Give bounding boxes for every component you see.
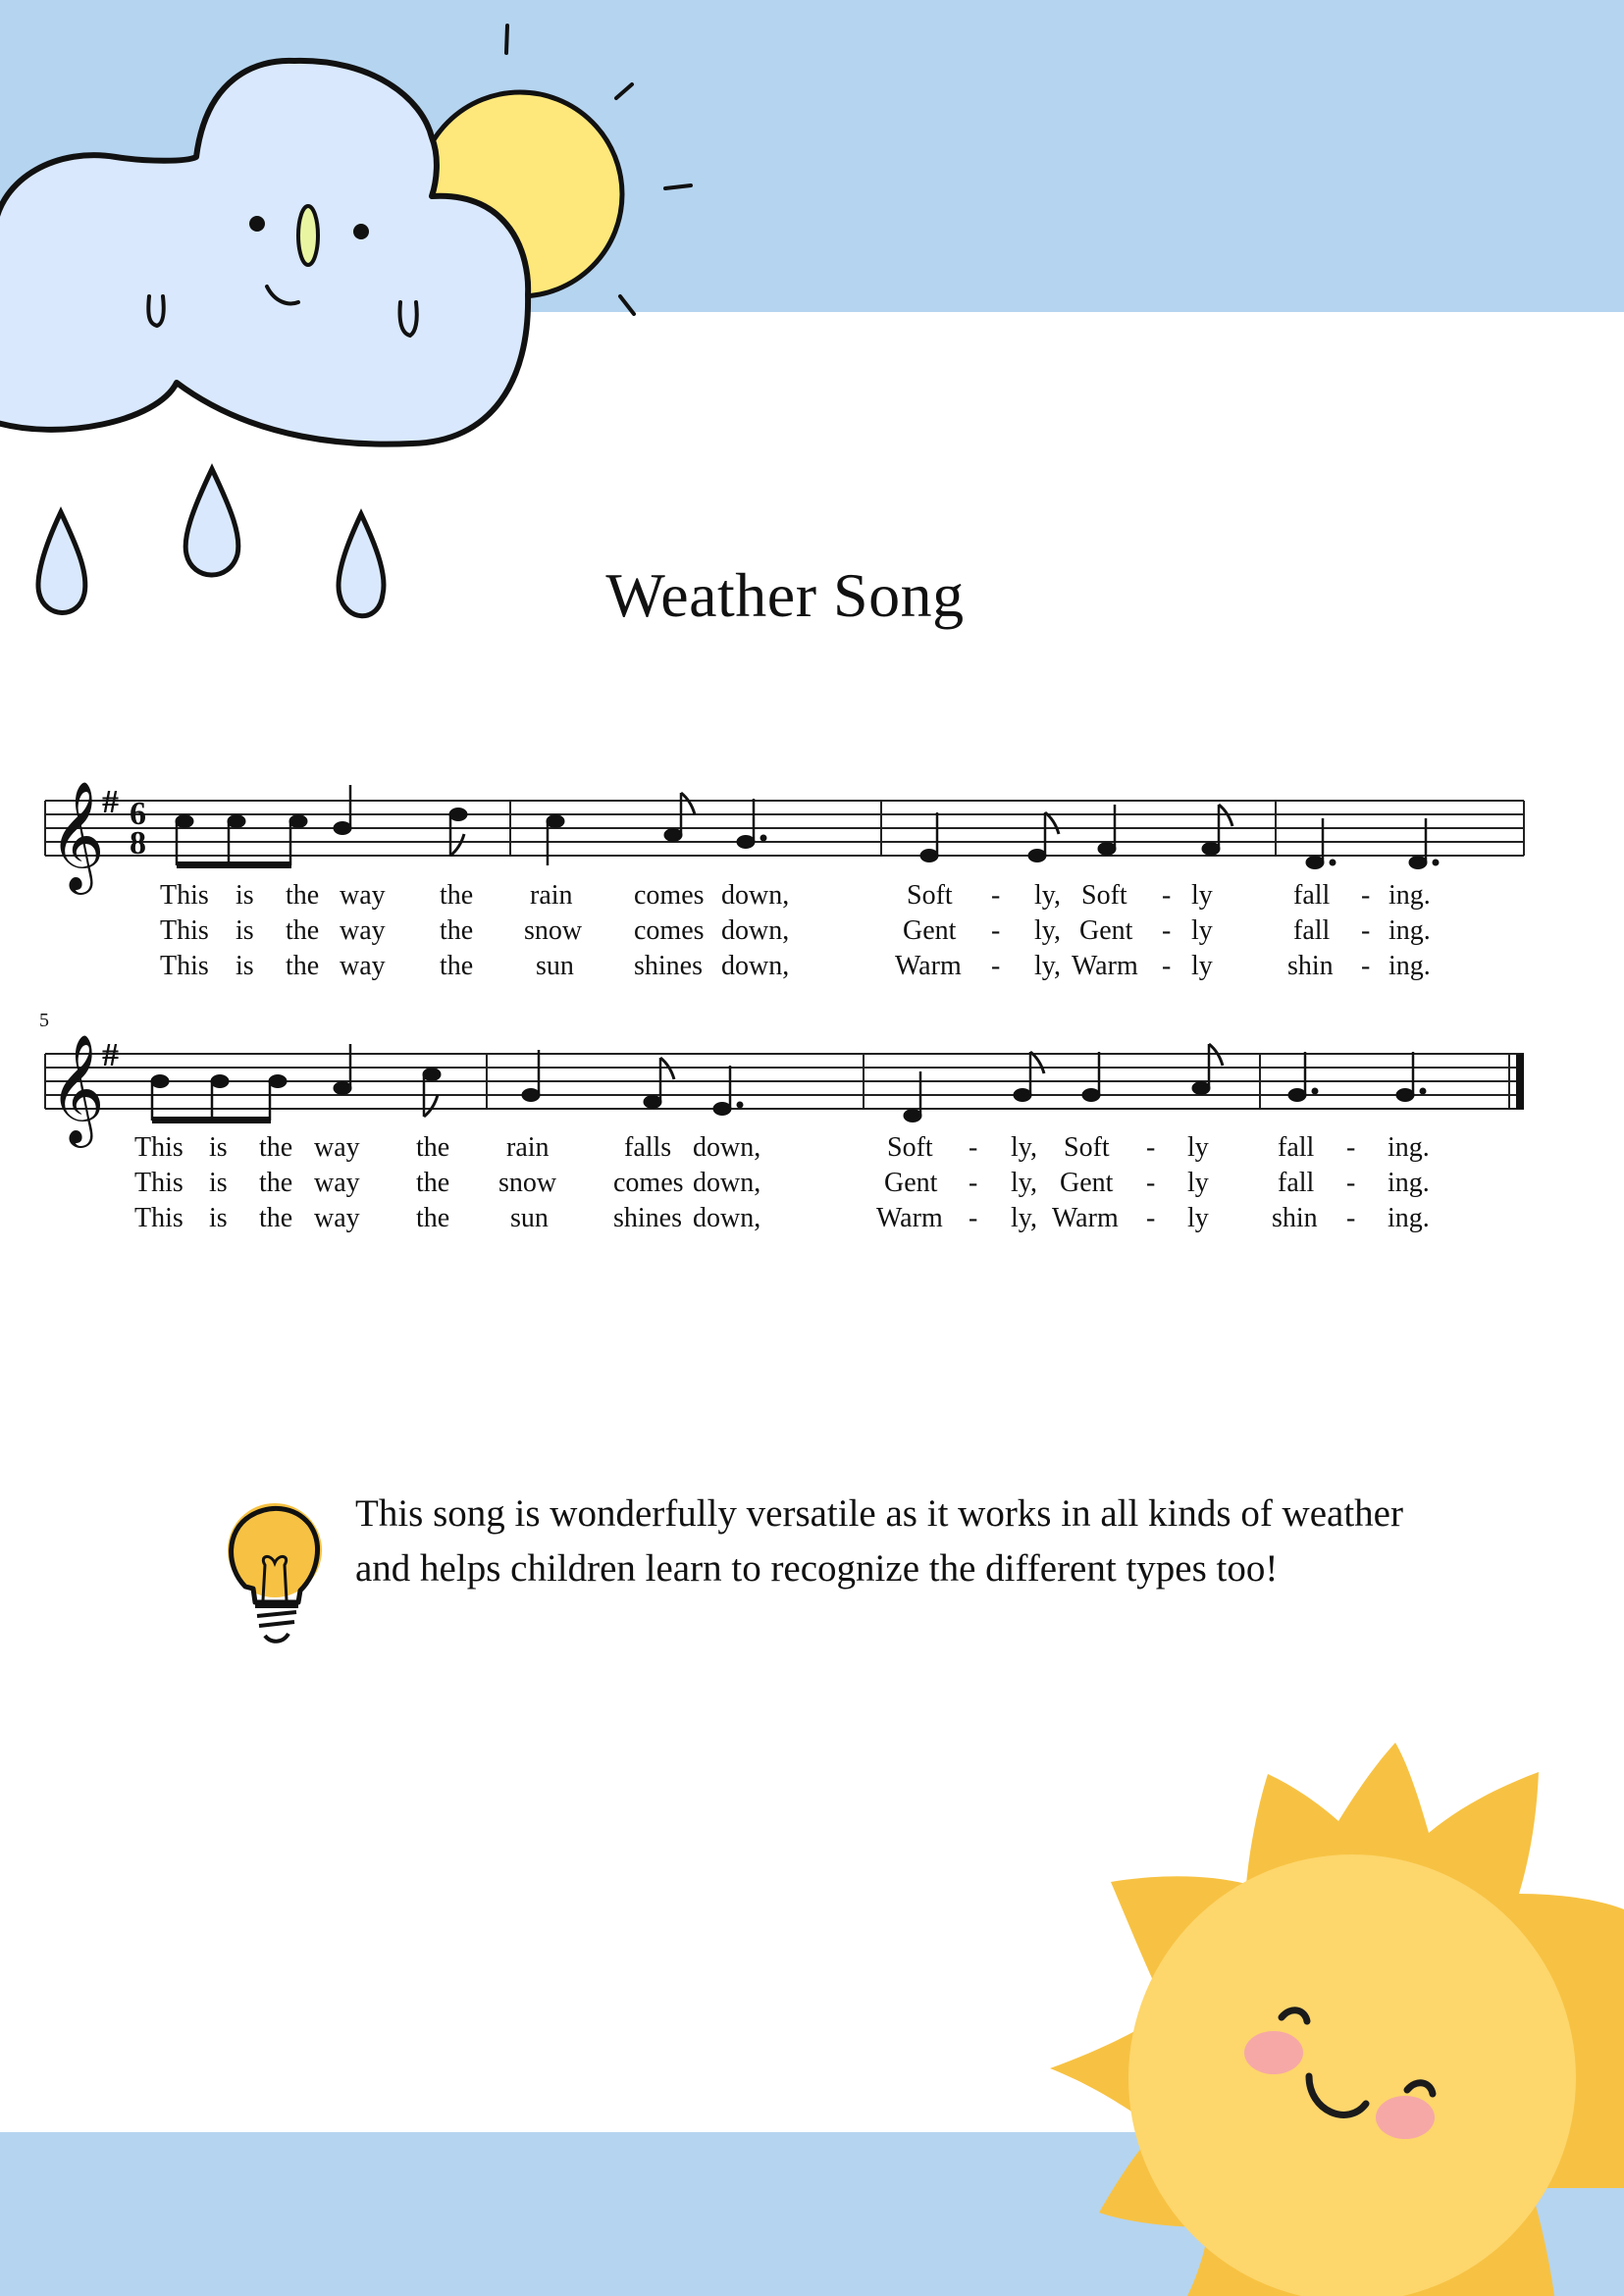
svg-text:Gent: Gent <box>1079 915 1133 946</box>
svg-text:ing.: ing. <box>1388 1132 1430 1163</box>
svg-text:ly: ly <box>1187 1168 1209 1198</box>
svg-text:the: the <box>259 1203 293 1233</box>
svg-text:-: - <box>1162 951 1172 981</box>
svg-text:-: - <box>1346 1132 1356 1163</box>
svg-text:the: the <box>259 1168 293 1198</box>
svg-text:Warm: Warm <box>1052 1203 1119 1233</box>
svg-text:down,: down, <box>721 915 790 946</box>
svg-text:ly: ly <box>1187 1203 1209 1233</box>
svg-text:is: is <box>209 1203 228 1233</box>
svg-text:shin: shin <box>1287 951 1334 981</box>
svg-text:-: - <box>1162 880 1172 911</box>
svg-text:Gent: Gent <box>884 1168 938 1198</box>
svg-text:down,: down, <box>721 951 790 981</box>
svg-text:-: - <box>969 1168 978 1198</box>
svg-text:rain: rain <box>506 1132 550 1163</box>
svg-text:fall: fall <box>1278 1168 1315 1198</box>
svg-text:ly,: ly, <box>1034 915 1061 946</box>
svg-text:-: - <box>1146 1132 1156 1163</box>
svg-text:-: - <box>1361 915 1371 946</box>
svg-text:the: the <box>286 880 320 911</box>
svg-text:This: This <box>160 880 209 911</box>
svg-text:is: is <box>236 880 254 911</box>
svg-text:ing.: ing. <box>1388 1203 1430 1233</box>
svg-text:sun: sun <box>536 951 574 981</box>
svg-text:ly,: ly, <box>1034 880 1061 911</box>
svg-text:-: - <box>969 1203 978 1233</box>
svg-text:way: way <box>314 1168 360 1198</box>
song-title: Weather Song <box>605 560 965 630</box>
lyrics-system-2 <box>134 1132 1430 1233</box>
svg-text:-: - <box>969 1132 978 1163</box>
svg-text:Warm: Warm <box>876 1203 943 1233</box>
svg-text:falls: falls <box>624 1132 672 1163</box>
key-signature: # <box>102 784 119 820</box>
notes-system-2 <box>151 1044 1426 1123</box>
svg-text:ly: ly <box>1191 880 1213 911</box>
svg-text:ly,: ly, <box>1011 1203 1037 1233</box>
treble-clef-icon: 𝄞 <box>49 780 105 890</box>
svg-text:fall: fall <box>1278 1132 1315 1163</box>
verse-2 <box>134 1168 1430 1198</box>
svg-text:Warm: Warm <box>895 951 962 981</box>
svg-text:Soft: Soft <box>887 1132 933 1163</box>
svg-text:the: the <box>416 1203 450 1233</box>
svg-text:-: - <box>991 915 1001 946</box>
time-signature-bottom: 8 <box>130 825 146 861</box>
lyrics-system-1 <box>160 880 1431 981</box>
svg-text:Soft: Soft <box>907 880 953 911</box>
svg-text:comes: comes <box>613 1168 684 1198</box>
svg-text:This: This <box>160 915 209 946</box>
measure-number: 5 <box>39 1010 49 1031</box>
svg-text:down,: down, <box>693 1168 761 1198</box>
svg-text:Soft: Soft <box>1064 1132 1110 1163</box>
svg-text:way: way <box>314 1132 360 1163</box>
svg-text:Warm: Warm <box>1072 951 1138 981</box>
svg-text:This: This <box>160 951 209 981</box>
svg-text:Soft: Soft <box>1081 880 1127 911</box>
key-signature: # <box>102 1037 119 1073</box>
svg-text:This: This <box>134 1168 183 1198</box>
svg-text:way: way <box>340 880 386 911</box>
svg-text:ly: ly <box>1191 951 1213 981</box>
svg-text:ly: ly <box>1191 915 1213 946</box>
svg-text:down,: down, <box>693 1203 761 1233</box>
tip-text: This song is wonderfully versatile as it works in all kinds of weather and helps children learn to recognize the different types too! <box>355 1492 1403 1590</box>
svg-text:ing.: ing. <box>1388 915 1431 946</box>
svg-text:shines: shines <box>613 1203 682 1233</box>
svg-text:-: - <box>1146 1203 1156 1233</box>
svg-text:snow: snow <box>524 915 583 946</box>
svg-text:-: - <box>991 880 1001 911</box>
svg-text:way: way <box>340 951 386 981</box>
svg-text:sun: sun <box>510 1203 549 1233</box>
svg-text:comes: comes <box>634 915 705 946</box>
svg-text:the: the <box>259 1132 293 1163</box>
svg-text:-: - <box>1162 915 1172 946</box>
svg-text:ing.: ing. <box>1388 880 1431 911</box>
svg-text:-: - <box>1346 1203 1356 1233</box>
svg-text:fall: fall <box>1293 880 1331 911</box>
svg-text:the: the <box>440 915 474 946</box>
svg-text:is: is <box>209 1168 228 1198</box>
svg-text:ly,: ly, <box>1011 1168 1037 1198</box>
svg-text:the: the <box>416 1132 450 1163</box>
svg-text:rain: rain <box>530 880 573 911</box>
svg-text:ing.: ing. <box>1388 1168 1430 1198</box>
svg-text:way: way <box>314 1203 360 1233</box>
svg-text:fall: fall <box>1293 915 1331 946</box>
verse-3 <box>134 1203 1430 1233</box>
svg-text:comes: comes <box>634 880 705 911</box>
svg-text:-: - <box>1146 1168 1156 1198</box>
svg-text:shin: shin <box>1272 1203 1318 1233</box>
svg-text:-: - <box>1346 1168 1356 1198</box>
verse-2 <box>160 915 1431 946</box>
svg-text:the: the <box>440 880 474 911</box>
staff-system-1 <box>45 780 1524 981</box>
staff-system-2 <box>39 1010 1524 1233</box>
svg-text:down,: down, <box>721 880 790 911</box>
svg-text:the: the <box>286 951 320 981</box>
svg-text:way: way <box>340 915 386 946</box>
svg-text:-: - <box>1361 880 1371 911</box>
svg-text:Gent: Gent <box>903 915 957 946</box>
svg-text:down,: down, <box>693 1132 761 1163</box>
time-signature-top: 6 <box>130 796 146 832</box>
svg-text:is: is <box>236 915 254 946</box>
verse-1 <box>160 880 1431 911</box>
svg-text:the: the <box>286 915 320 946</box>
svg-text:Gent: Gent <box>1060 1168 1114 1198</box>
svg-text:ly,: ly, <box>1011 1132 1037 1163</box>
treble-clef-icon: 𝄞 <box>49 1033 105 1143</box>
svg-text:-: - <box>991 951 1001 981</box>
svg-text:This: This <box>134 1203 183 1233</box>
svg-text:ly: ly <box>1187 1132 1209 1163</box>
smiling-sun-icon <box>1040 1727 1624 2296</box>
svg-text:This: This <box>134 1132 183 1163</box>
verse-1 <box>134 1132 1430 1163</box>
svg-text:the: the <box>440 951 474 981</box>
svg-text:is: is <box>209 1132 228 1163</box>
svg-text:ing.: ing. <box>1388 951 1431 981</box>
svg-text:ly,: ly, <box>1034 951 1061 981</box>
svg-text:shines: shines <box>634 951 703 981</box>
svg-text:is: is <box>236 951 254 981</box>
lightbulb-icon <box>216 1496 334 1653</box>
verse-3 <box>160 951 1431 981</box>
svg-text:-: - <box>1361 951 1371 981</box>
svg-text:the: the <box>416 1168 450 1198</box>
svg-text:snow: snow <box>498 1168 557 1198</box>
